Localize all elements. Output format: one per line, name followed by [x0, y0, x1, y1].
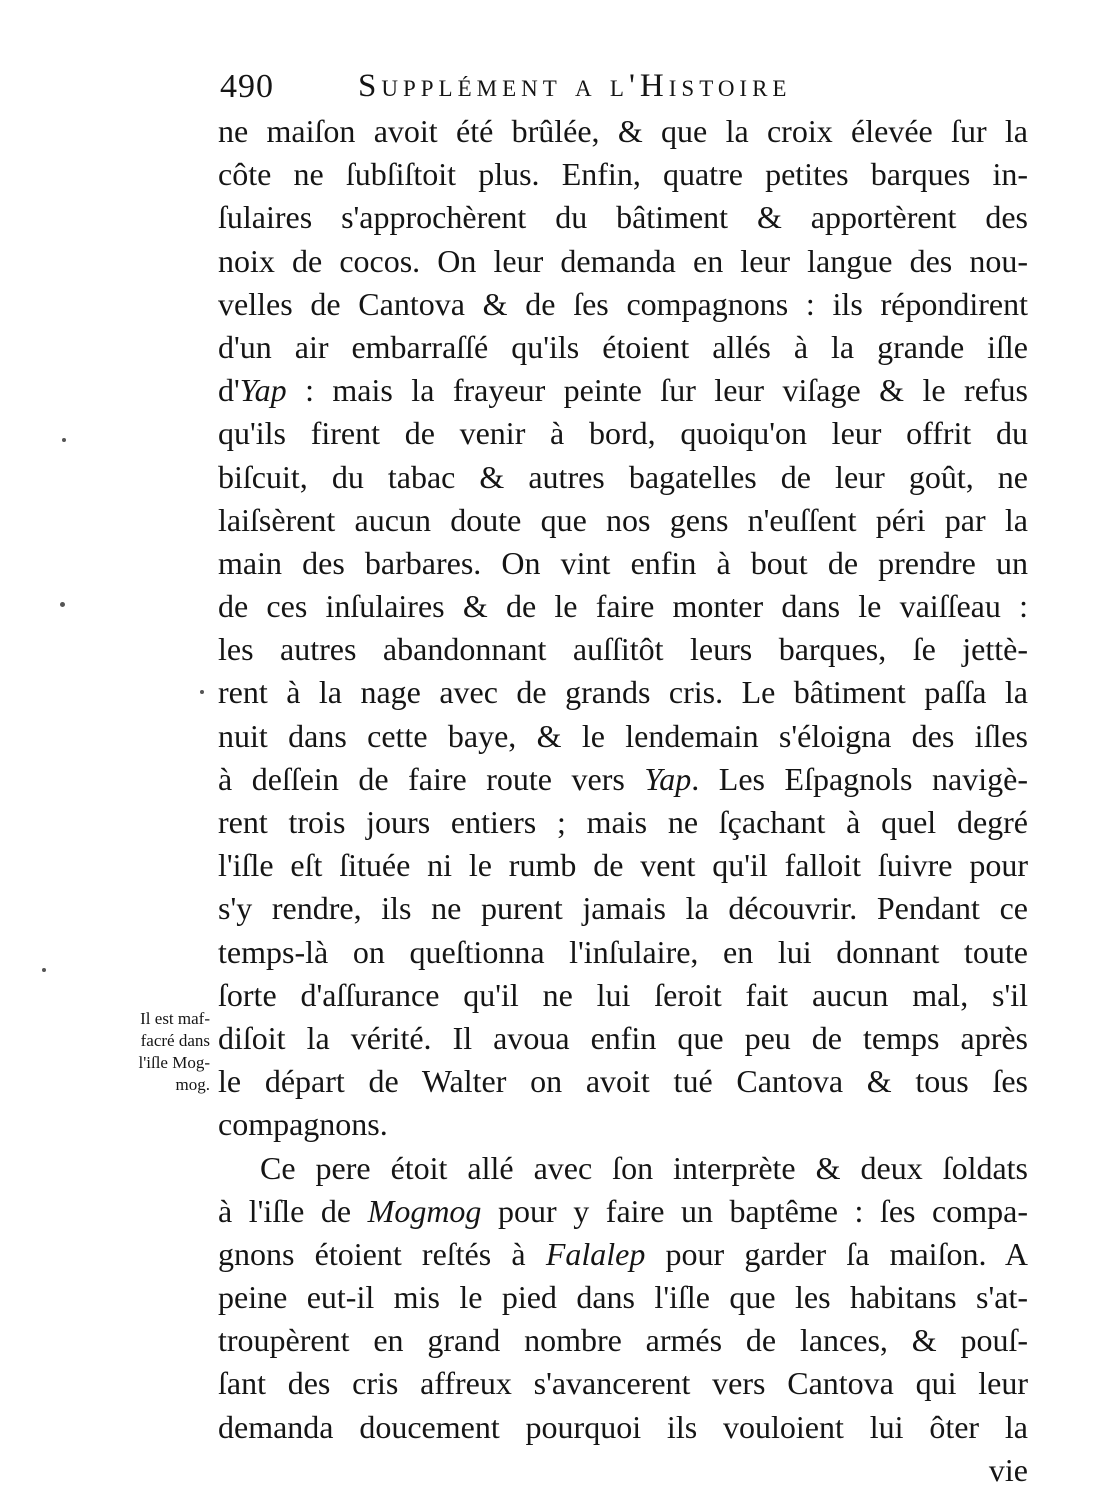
text-line: laiſsèrent aucun doute que nos gens n'euſſent péri par la [218, 501, 1028, 538]
text-line: peine eut-il mis le pied dans l'iſle que les habitans s'at- [218, 1279, 1028, 1316]
margin-note-line: l'iſle Mog- [138, 1053, 210, 1072]
margin-note [60, 1008, 210, 1096]
text-line: le départ de Walter on avoit tué Cantova & tous ſes [218, 1063, 1028, 1100]
text-run: pour y faire un baptême : ſes compa- [481, 1192, 1029, 1229]
text-line: rent à la nage avec de grands cris. Le bâtiment paſſa la [218, 674, 1028, 711]
running-title: Supplément a l'Histoire [358, 68, 792, 104]
text-line [218, 369, 1028, 412]
italic-place-name: Mogmog [367, 1192, 482, 1229]
margin-note-line: Il est maf- [140, 1009, 210, 1028]
italic-place-name: Yap [644, 760, 692, 797]
text-line: de ces inſulaires & de le faire monter dans le vaiſſeau : [218, 588, 1028, 625]
text-line [218, 1233, 1028, 1276]
text-line: noix de cocos. On leur demanda en leur langue des nou- [218, 242, 1028, 279]
text-line: l'iſle eſt ſituée ni le rumb de vent qu'il falloit ſuivre pour [218, 847, 1028, 884]
scan-speck [62, 438, 66, 442]
scan-speck [60, 602, 65, 607]
scan-speck [200, 690, 204, 694]
text-line: diſoit la vérité. Il avoua enfin que peu de temps après [218, 1019, 1028, 1056]
text-run: gnons étoient reſtés à [218, 1235, 546, 1272]
text-run: : mais la frayeur peinte ſur leur viſage & le refus [286, 372, 1028, 409]
text-line [218, 1190, 1028, 1233]
margin-note-line: facré dans [140, 1031, 210, 1050]
text-line [218, 758, 1028, 801]
text-line: main des barbares. On vint enfin à bout de prendre un [218, 544, 1028, 581]
catchword: vie [988, 1451, 1028, 1488]
text-run: . Les Eſpagnols navigè- [691, 760, 1029, 797]
margin-note-line: mog. [175, 1075, 210, 1094]
text-line: velles de Cantova & de ſes compagnons : ils répondirent [218, 285, 1028, 322]
text-line: s'y rendre, ils ne purent jamais la découvrir. Pendant ce [218, 890, 1028, 927]
running-header [220, 68, 940, 110]
text-line: demanda doucement pourquoi ils vouloient lui ôter la [218, 1408, 1028, 1445]
text-line: ſant des cris affreux s'avancerent vers Cantova qui leur [218, 1365, 1028, 1402]
text-line: compagnons. [218, 1106, 388, 1143]
text-run: à deſſein de faire route vers [218, 760, 645, 797]
text-line: ſulaires s'approchèrent du bâtiment & apportèrent des [218, 199, 1028, 236]
text-run: d' [218, 372, 240, 409]
italic-place-name: Yap [239, 372, 287, 409]
text-line: troupèrent en grand nombre armés de lances, & pouſ- [218, 1322, 1028, 1359]
text-line: ne maiſon avoit été brûlée, & que la croix élevée ſur la [218, 113, 1028, 149]
text-line: les autres abandonnant auſſitôt leurs barques, ſe jettè- [218, 631, 1028, 668]
text-line: Ce pere étoit allé avec ſon interprète & deux ſoldats [260, 1149, 1028, 1186]
page-number: 490 [220, 68, 274, 105]
italic-place-name: Falalep [545, 1235, 646, 1272]
text-line: nuit dans cette baye, & le lendemain s'éloigna des iſles [218, 717, 1028, 754]
scan-speck [42, 968, 46, 972]
text-line: ſorte d'aſſurance qu'il ne lui ſeroit fait aucun mal, s'il [218, 976, 1028, 1013]
text-line: côte ne ſubſiſtoit plus. Enfin, quatre petites barques in- [218, 156, 1028, 193]
body-text [218, 110, 1028, 1492]
text-line: qu'ils firent de venir à bord, quoiqu'on leur offrit du [218, 415, 1028, 452]
text-line: d'un air embarraſſé qu'ils étoient allés à la grande iſle [218, 328, 1028, 365]
text-run: à l'iſle de [218, 1192, 368, 1229]
text-run: pour garder ſa maiſon. A [645, 1235, 1029, 1272]
text-line: temps-là on queſtionna l'inſulaire, en lui donnant toute [218, 933, 1028, 970]
text-line: rent trois jours entiers ; mais ne ſçachant à quel degré [218, 804, 1028, 840]
text-line: biſcuit, du tabac & autres bagatelles de leur goût, ne [218, 458, 1028, 495]
